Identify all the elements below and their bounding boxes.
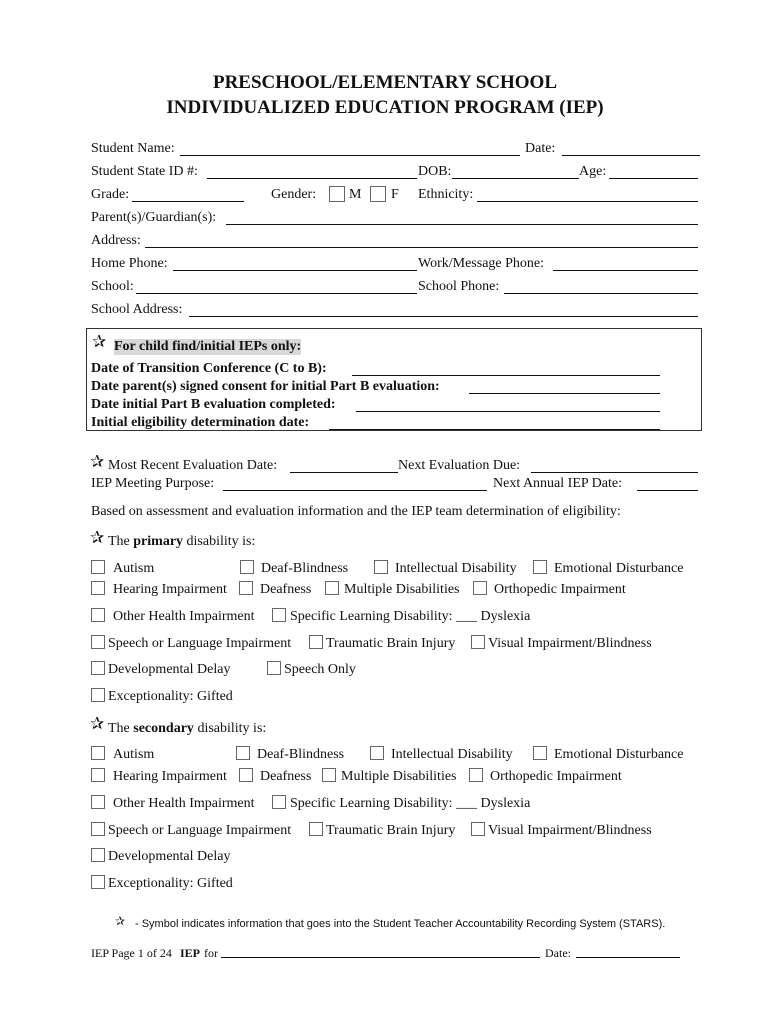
student-name-field[interactable]: [180, 155, 520, 156]
footer-page: IEP Page 1 of 24: [91, 946, 172, 960]
dob-label: DOB:: [418, 164, 452, 179]
grade-field[interactable]: [132, 201, 244, 202]
ethnicity-label: Ethnicity:: [418, 187, 474, 202]
primary-hearing-label: Hearing Impairment: [113, 582, 227, 597]
ethnicity-field[interactable]: [477, 201, 698, 202]
primary-autism-checkbox[interactable]: [91, 560, 105, 574]
secondary-hearing-label: Hearing Impairment: [113, 769, 227, 784]
next-annual-field[interactable]: [637, 490, 698, 491]
meeting-purpose-label: IEP Meeting Purpose:: [91, 476, 215, 491]
primary-intellectual-checkbox[interactable]: [374, 560, 388, 574]
secondary-autism-checkbox[interactable]: [91, 746, 105, 760]
primary-tbi-checkbox[interactable]: [309, 635, 323, 649]
recent-evaluation-field[interactable]: [290, 472, 398, 473]
secondary-orthopedic-checkbox[interactable]: [469, 768, 483, 782]
based-on-text: Based on assessment and evaluation information and the IEP team determination of eligibility:: [91, 504, 621, 519]
home-phone-label: Home Phone:: [91, 256, 168, 271]
secondary-emotional-checkbox[interactable]: [533, 746, 547, 760]
secondary-tbi-checkbox[interactable]: [309, 822, 323, 836]
secondary-deafness-label: Deafness: [260, 769, 312, 784]
secondary-multiple-checkbox[interactable]: [322, 768, 336, 782]
primary-sld-label: Specific Learning Disability: ___ Dyslexia: [290, 609, 531, 624]
secondary-deafness-checkbox[interactable]: [239, 768, 253, 782]
primary-multiple-label: Multiple Disabilities: [344, 582, 460, 597]
consent-field[interactable]: [469, 393, 660, 394]
gender-m-checkbox[interactable]: [329, 186, 345, 202]
primary-speech-language-checkbox[interactable]: [91, 635, 105, 649]
footer-date-label: Date:: [545, 946, 571, 960]
eligibility-field[interactable]: [329, 429, 660, 430]
primary-gifted-checkbox[interactable]: [91, 688, 105, 702]
school-address-label: School Address:: [91, 302, 183, 317]
recent-evaluation-label: Most Recent Evaluation Date:: [108, 458, 278, 473]
primary-gifted-label: Exceptionality: Gifted: [108, 689, 233, 704]
work-phone-field[interactable]: [553, 270, 698, 271]
primary-emotional-checkbox[interactable]: [533, 560, 547, 574]
primary-speech-only-checkbox[interactable]: [267, 661, 281, 675]
age-field[interactable]: [609, 178, 698, 179]
primary-deaf-blindness-checkbox[interactable]: [240, 560, 254, 574]
consent-label: Date parent(s) signed consent for initial Part B evaluation:: [91, 379, 440, 394]
child-find-header: For child find/initial IEPs only:: [114, 339, 302, 354]
evaluation-completed-label: Date initial Part B evaluation completed:: [91, 397, 336, 412]
title-line-1: PRESCHOOL/ELEMENTARY SCHOOL: [212, 72, 558, 93]
work-phone-label: Work/Message Phone:: [418, 256, 545, 271]
secondary-deaf-blindness-label: Deaf-Blindness: [257, 747, 345, 762]
star-icon: ✰: [90, 714, 105, 733]
primary-multiple-checkbox[interactable]: [325, 581, 339, 595]
primary-autism-label: Autism: [113, 561, 155, 576]
date-label: Date:: [525, 141, 556, 156]
gender-f-checkbox[interactable]: [370, 186, 386, 202]
star-icon: ✰: [90, 452, 105, 471]
meeting-purpose-field[interactable]: [223, 490, 487, 491]
grade-label: Grade:: [91, 187, 130, 202]
secondary-other-health-checkbox[interactable]: [91, 795, 105, 809]
title-line-2: INDIVIDUALIZED EDUCATION PROGRAM (IEP): [166, 97, 604, 118]
star-icon: ✰: [90, 528, 105, 547]
primary-developmental-label: Developmental Delay: [108, 662, 231, 677]
primary-intellectual-label: Intellectual Disability: [395, 561, 517, 576]
primary-visual-label: Visual Impairment/Blindness: [488, 636, 652, 651]
secondary-developmental-checkbox[interactable]: [91, 848, 105, 862]
legend-text: - Symbol indicates information that goes into the Student Teacher Accountability Recording System (STARS).: [135, 918, 666, 930]
primary-other-health-label: Other Health Impairment: [113, 609, 255, 624]
gender-f-label: F: [391, 187, 399, 202]
secondary-tbi-label: Traumatic Brain Injury: [326, 823, 456, 838]
primary-sld-checkbox[interactable]: [272, 608, 286, 622]
address-field[interactable]: [145, 247, 698, 248]
secondary-deaf-blindness-checkbox[interactable]: [236, 746, 250, 760]
footer-date-field[interactable]: [576, 957, 680, 958]
secondary-speech-language-label: Speech or Language Impairment: [108, 823, 292, 838]
secondary-speech-language-checkbox[interactable]: [91, 822, 105, 836]
footer-iep: IEP: [180, 946, 201, 960]
secondary-heading: The secondary disability is:: [108, 721, 267, 736]
secondary-other-health-label: Other Health Impairment: [113, 796, 255, 811]
dob-field[interactable]: [452, 178, 579, 179]
primary-visual-checkbox[interactable]: [471, 635, 485, 649]
state-id-label: Student State ID #:: [91, 164, 198, 179]
next-annual-label: Next Annual IEP Date:: [493, 476, 622, 491]
school-address-field[interactable]: [189, 316, 698, 317]
secondary-emotional-label: Emotional Disturbance: [554, 747, 684, 762]
primary-speech-only-label: Speech Only: [284, 662, 356, 677]
secondary-gifted-label: Exceptionality: Gifted: [108, 876, 233, 891]
secondary-visual-checkbox[interactable]: [471, 822, 485, 836]
state-id-field[interactable]: [207, 178, 417, 179]
school-phone-field[interactable]: [504, 293, 698, 294]
secondary-sld-label: Specific Learning Disability: ___ Dyslexia: [290, 796, 531, 811]
secondary-hearing-checkbox[interactable]: [91, 768, 105, 782]
footer-name-field[interactable]: [221, 957, 540, 958]
transition-label: Date of Transition Conference (C to B):: [91, 361, 327, 376]
secondary-autism-label: Autism: [113, 747, 155, 762]
next-evaluation-label: Next Evaluation Due:: [398, 458, 521, 473]
next-evaluation-field[interactable]: [531, 472, 698, 473]
date-field[interactable]: [562, 155, 700, 156]
primary-heading: The primary disability is:: [108, 534, 256, 549]
evaluation-completed-field[interactable]: [356, 411, 660, 412]
primary-tbi-label: Traumatic Brain Injury: [326, 636, 456, 651]
address-label: Address:: [91, 233, 141, 248]
primary-orthopedic-label: Orthopedic Impairment: [494, 582, 626, 597]
primary-deafness-label: Deafness: [260, 582, 312, 597]
gender-label: Gender:: [271, 187, 317, 202]
star-icon: ✰: [115, 914, 126, 928]
secondary-visual-label: Visual Impairment/Blindness: [488, 823, 652, 838]
gender-m-label: M: [349, 187, 362, 202]
secondary-multiple-label: Multiple Disabilities: [341, 769, 457, 784]
primary-other-health-checkbox[interactable]: [91, 608, 105, 622]
primary-developmental-checkbox[interactable]: [91, 661, 105, 675]
secondary-gifted-checkbox[interactable]: [91, 875, 105, 889]
secondary-sld-checkbox[interactable]: [272, 795, 286, 809]
secondary-intellectual-checkbox[interactable]: [370, 746, 384, 760]
primary-orthopedic-checkbox[interactable]: [473, 581, 487, 595]
star-icon: ✰: [92, 332, 107, 351]
school-phone-label: School Phone:: [418, 279, 500, 294]
age-label: Age:: [579, 164, 607, 179]
school-field[interactable]: [136, 293, 417, 294]
home-phone-field[interactable]: [173, 270, 417, 271]
footer-for: for: [204, 946, 218, 960]
transition-field[interactable]: [352, 375, 660, 376]
parents-label: Parent(s)/Guardian(s):: [91, 210, 217, 225]
school-label: School:: [91, 279, 134, 294]
primary-hearing-checkbox[interactable]: [91, 581, 105, 595]
eligibility-label: Initial eligibility determination date:: [91, 415, 310, 430]
primary-emotional-label: Emotional Disturbance: [554, 561, 684, 576]
primary-speech-language-label: Speech or Language Impairment: [108, 636, 292, 651]
secondary-developmental-label: Developmental Delay: [108, 849, 231, 864]
primary-deaf-blindness-label: Deaf-Blindness: [261, 561, 349, 576]
student-name-label: Student Name:: [91, 141, 175, 156]
primary-deafness-checkbox[interactable]: [239, 581, 253, 595]
secondary-orthopedic-label: Orthopedic Impairment: [490, 769, 622, 784]
secondary-intellectual-label: Intellectual Disability: [391, 747, 513, 762]
parents-field[interactable]: [226, 224, 698, 225]
